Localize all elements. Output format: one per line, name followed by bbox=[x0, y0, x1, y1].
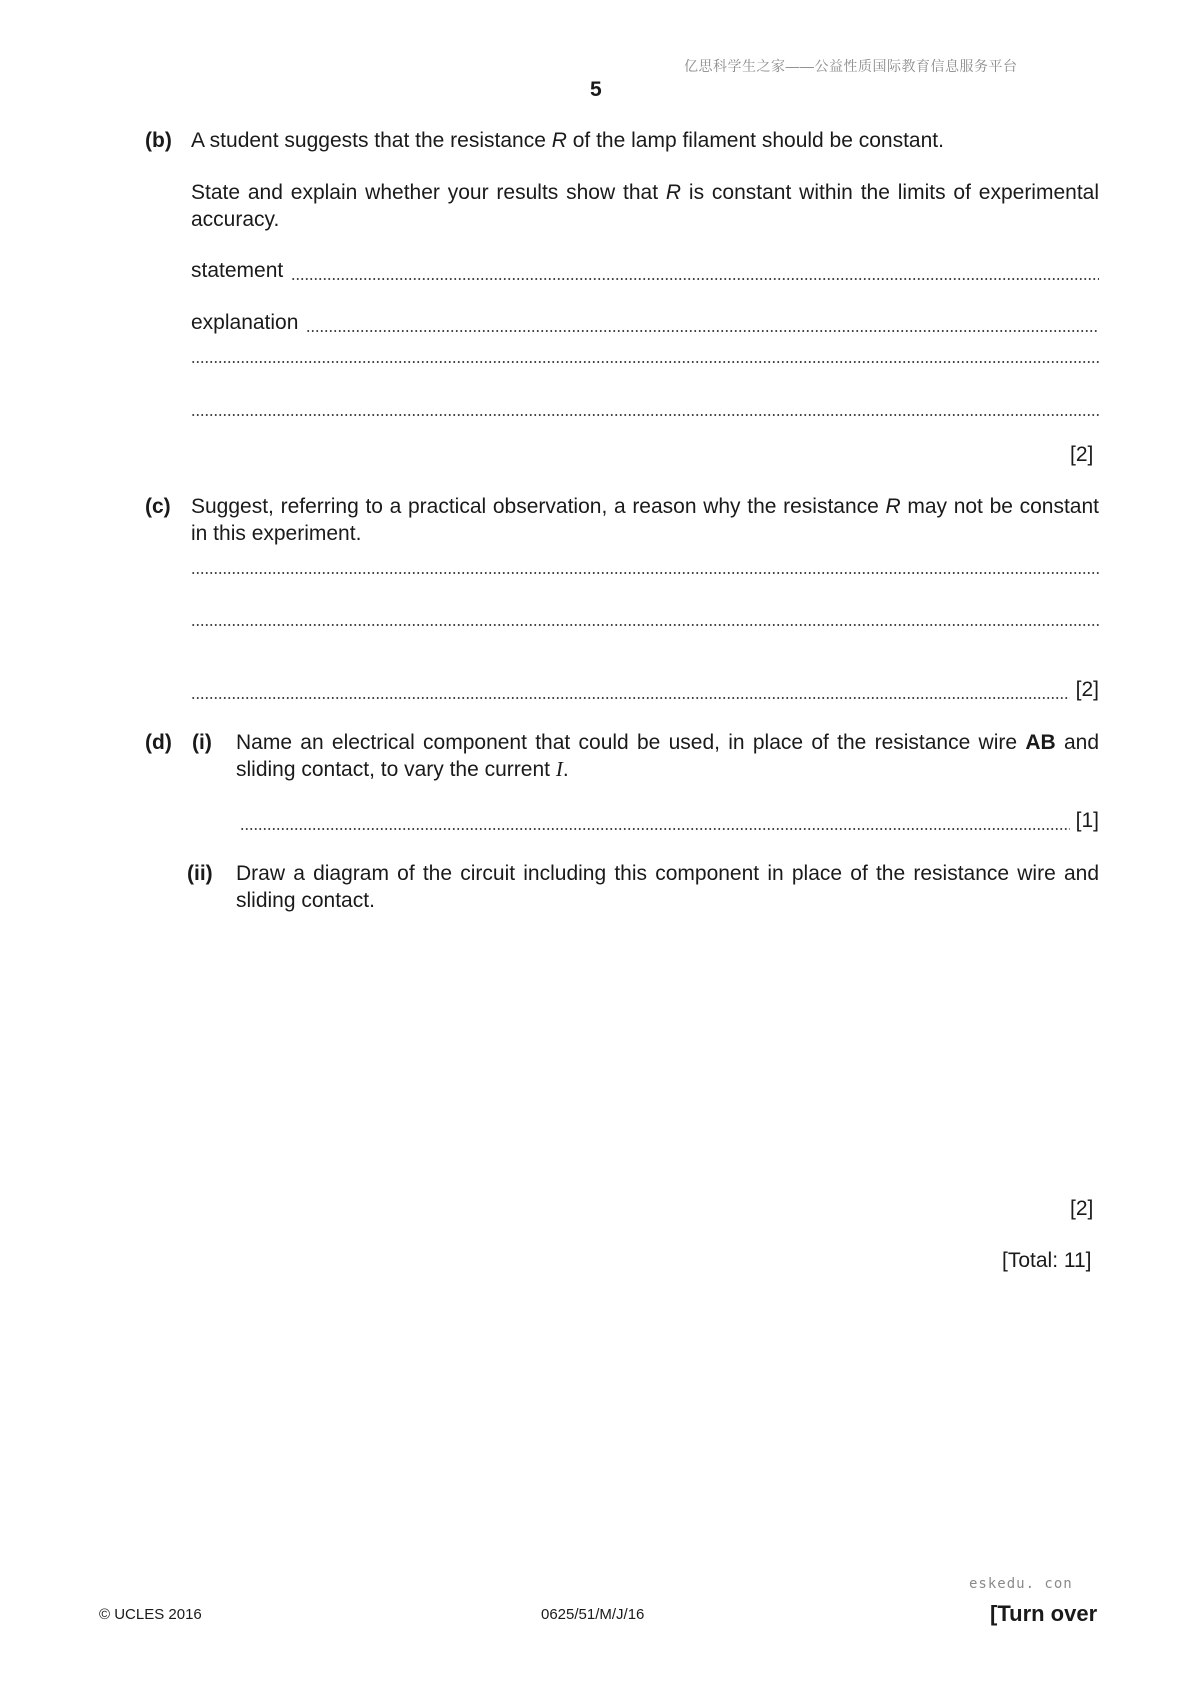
statement-label: statement bbox=[191, 259, 284, 282]
answer-line[interactable] bbox=[191, 361, 1099, 367]
question-total: [Total: 11] bbox=[1002, 1249, 1092, 1272]
answer-line[interactable] bbox=[191, 624, 1099, 630]
dotted-line bbox=[240, 828, 1070, 830]
dotted-line bbox=[191, 361, 1099, 363]
page-number: 5 bbox=[590, 78, 602, 101]
watermark-footer: eskedu. con bbox=[969, 1576, 1073, 1592]
variable-r: R bbox=[885, 495, 901, 518]
part-b-marks: [2] bbox=[1070, 443, 1094, 466]
dotted-line bbox=[191, 572, 1099, 574]
part-d-i-marks: [1] bbox=[1075, 809, 1099, 832]
variable-i: I bbox=[555, 757, 563, 781]
part-b-intro-text: A student suggests that the resistance bbox=[191, 129, 552, 152]
explanation-label: explanation bbox=[191, 311, 299, 334]
part-d-i-text-end: . bbox=[562, 758, 569, 781]
part-b-intro-text-end: of the lamp filament should be constant. bbox=[566, 129, 944, 152]
part-d-i-text bbox=[236, 729, 1099, 783]
part-b-label: (b) bbox=[145, 129, 172, 152]
answer-line[interactable] bbox=[191, 414, 1099, 420]
explanation-answer-line[interactable] bbox=[191, 309, 1099, 336]
part-d-ii-label: (ii) bbox=[187, 862, 213, 885]
dotted-line bbox=[306, 330, 1099, 332]
part-c-text-end: may not be constant in this experiment. bbox=[191, 495, 1099, 545]
part-d-label: (d) bbox=[145, 731, 172, 754]
variable-r: R bbox=[551, 129, 567, 152]
paper-code: 0625/51/M/J/16 bbox=[541, 1606, 645, 1623]
part-b-intro bbox=[191, 127, 1099, 154]
part-c-marks: [2] bbox=[1075, 678, 1099, 701]
answer-line-with-marks[interactable] bbox=[240, 807, 1099, 834]
answer-line-with-marks[interactable] bbox=[191, 676, 1099, 703]
part-b-task-text: State and explain whether your results show that bbox=[191, 181, 666, 204]
dotted-line bbox=[291, 278, 1099, 280]
dotted-line bbox=[191, 697, 1070, 699]
answer-line[interactable] bbox=[191, 572, 1099, 578]
wire-ab: AB bbox=[1025, 731, 1056, 754]
dotted-line bbox=[191, 414, 1099, 416]
variable-r: R bbox=[665, 181, 682, 204]
part-d-i-text-start: Name an electrical component that could be used, in place of the resistance wire bbox=[236, 731, 1026, 754]
copyright: © UCLES 2016 bbox=[99, 1606, 202, 1623]
part-d-ii-text: Draw a diagram of the circuit including this component in place of the resistance wire and sliding contact. bbox=[236, 862, 1099, 912]
dotted-line bbox=[191, 624, 1099, 626]
diagram-drawing-area[interactable] bbox=[236, 920, 1099, 1180]
part-c-label: (c) bbox=[145, 495, 171, 518]
part-c-text bbox=[191, 493, 1099, 547]
watermark-header: 亿思科学生之家——公益性质国际教育信息服务平台 bbox=[684, 58, 1018, 74]
part-d-ii-marks: [2] bbox=[1070, 1197, 1094, 1220]
part-d-i-label: (i) bbox=[192, 731, 212, 754]
part-d-i-text-mid: and sliding contact, to vary the current bbox=[236, 731, 1099, 781]
part-b-task bbox=[191, 179, 1099, 233]
part-b-task-text-end: is constant within the limits of experimental accuracy. bbox=[191, 181, 1100, 231]
statement-answer-line[interactable] bbox=[191, 257, 1099, 284]
turn-over: [Turn over bbox=[990, 1601, 1098, 1626]
part-c-text-start: Suggest, referring to a practical observation, a reason why the resistance bbox=[191, 495, 886, 518]
